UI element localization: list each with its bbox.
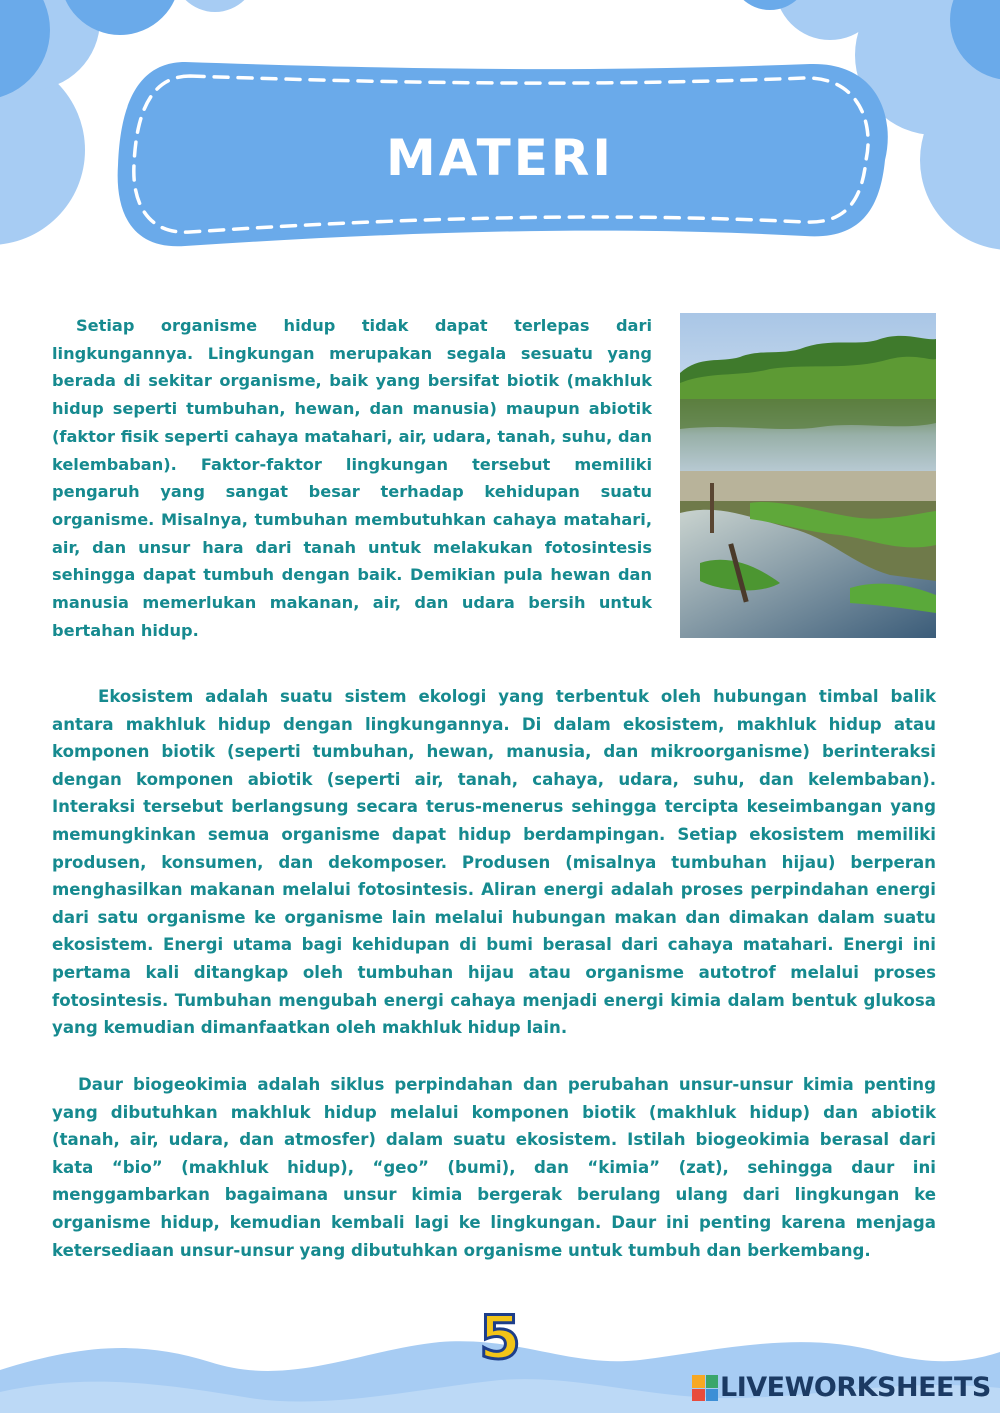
lake-scene bbox=[680, 313, 936, 471]
liveworksheets-brand-text: LIVEWORKSHEETS bbox=[720, 1372, 991, 1403]
page-title: MATERI bbox=[386, 129, 614, 187]
paragraph-lingkungan: Setiap organisme hidup tidak dapat terlepas dari lingkungannya. Lingkungan merupakan segala sesuatu yang berada di sekitar organisme, baik yang bersifat biotik (makhluk hidup seperti tumbuhan, hewan, dan manusia) maupun abiotik (faktor fisik seperti cahaya matahari, air, udara, tanah, suhu, dan kelembaban). Faktor-faktor lingkungan tersebut memiliki pengaruh yang sangat besar terhadap kehidupan suatu organisme. Misalnya, tumbuhan membutuhkan cahaya matahari, air, dan unsur hara dari tanah untuk melakukan fotosintesis sehingga dapat tumbuh dengan baik. Demikian pula hewan dan manusia memerlukan makanan, air, dan udara bersih untuk bertahan hidup. bbox=[52, 316, 652, 640]
nature-photo bbox=[680, 313, 936, 638]
paragraph-daur-biogeokimia: Daur biogeokimia adalah siklus perpindahan dan perubahan unsur-unsur kimia penting yang dibutuhkan makhluk hidup melalui komponen biotik (makhluk hidup) dan abiotik (tanah, air, udara, dan atmosfer) dalam suatu ekosistem. Istilah biogeokimia berasal dari kata “bio” (makhluk hidup), “geo” (bumi), dan “kimia” (zat), sehingga daur ini menggambarkan bagaimana unsur kimia bergerak berulang ulang dari lingkungan ke organisme hidup, kemudian kembali lagi ke lingkungan. Daur ini penting karena menjaga ketersediaan unsur-unsur yang dibutuhkan organisme untuk tumbuh dan berkembang. bbox=[52, 1075, 936, 1260]
stream-scene bbox=[680, 471, 936, 638]
page-number: 5 bbox=[479, 1303, 521, 1373]
paragraph-ekosistem: Ekosistem adalah suatu sistem ekologi yang terbentuk oleh hubungan timbal balik antara makhluk hidup dengan lingkungannya. Di dalam ekosistem, makhluk hidup atau komponen biotik (seperti tumbuhan, hewan, manusia, dan mikroorganisme) berinteraksi dengan komponen abiotik (seperti air, tanah, cahaya, udara, suhu, dan kelembaban). Interaksi tersebut berlangsung secara terus-menerus sehingga tercipta keseimbangan yang memungkinkan semua organisme dapat hidup berdampingan. Setiap ekosistem memiliki produsen, konsumen, dan dekomposer. Produsen (misalnya tumbuhan hijau) berperan menghasilkan makanan melalui fotosintesis. Aliran energi adalah proses perpindahan energi dari satu organisme ke organisme lain melalui hubungan makan dan dimakan dalam suatu ekosistem. Energi utama bagi kehidupan di bumi berasal dari cahaya matahari. Energi ini pertama kali ditangkap oleh tumbuhan hijau atau organisme autotrof melalui proses fotosintesis. Tumbuhan mengubah energi cahaya menjadi energi kimia dalam bentuk glukosa yang kemudian dimanfaatkan oleh makhluk hidup lain. bbox=[52, 687, 936, 1038]
liveworksheets-logo bbox=[692, 1371, 991, 1405]
liveworksheets-logo-icon bbox=[692, 1375, 718, 1401]
